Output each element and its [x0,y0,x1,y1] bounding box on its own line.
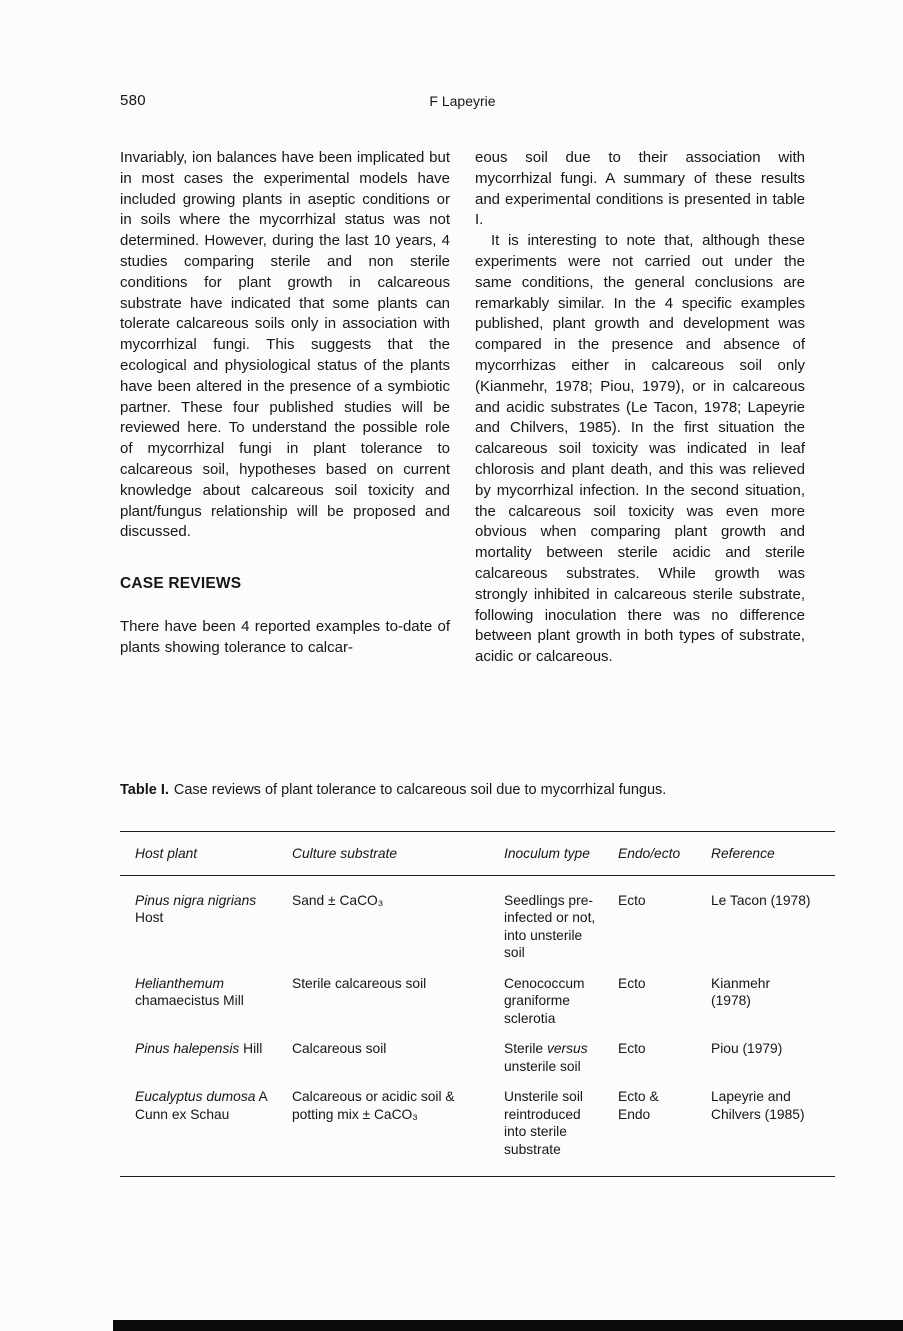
cell-inoculum-type: Sterile versus unsterile soil [504,1041,588,1074]
species-name: Eucalyptus dumosa [135,1089,256,1104]
cell-host-plant [120,975,292,1028]
cell-culture-substrate: Calcareous or acidic soil & potting mix ± CaCO₃ [292,1089,455,1122]
table-body [120,876,835,1177]
cell-reference: Kianmehr (1978) [711,975,771,1008]
species-name: Pinus halepensis [135,1041,240,1056]
table-caption-label: Table I. [120,782,169,798]
section-heading: CASE REVIEWS [120,575,242,593]
cell-host-plant [120,892,292,962]
table-row [120,962,835,1028]
right-column [475,148,805,668]
table-caption [120,782,835,798]
page-number: 580 [120,92,146,109]
species-name: Helianthemum [135,975,224,991]
cell-culture-substrate: Sterile calcareous soil [292,975,427,991]
column-header-culture-substrate: Culture substrate [292,846,398,861]
authority-name: Host [135,910,164,925]
running-head: F Lapeyrie [429,93,496,109]
cell-endo-ecto: Ecto [618,975,646,991]
table-row [120,1027,835,1075]
table-1-section [120,782,835,1177]
authority-name: Hill [243,1041,263,1056]
cell-endo-ecto: Ecto [618,1041,646,1056]
paragraph: eous soil due to their association with mycorrhizal fungi. A summary of these results and experimental conditions is presented in table I. [475,149,805,229]
cell-reference: Le Tacon (1978) [711,892,811,908]
paragraph: Invariably, ion balances have been implicated but in most cases the experimental models have included growing plants in aseptic conditions or in soils where the mycorrhizal status was not determined. However, during the last 10 years, 4 studies comparing sterile and non sterile conditions for plant growth in calcareous substrate have indicated that some plants can tolerate calcareous soils only in association with mycorrhizal fungi. This suggests that the ecological and physiological status of the plants have been altered in the presence of a symbiotic partner. These four published studies will be reviewed here. To understand the possible role of mycorrhizal fungi in plant tolerance to calcareous soil, hypotheses based on current knowledge about calcareous soil toxicity and plant/fungus relationship will be proposed and discussed. [120,149,450,541]
table-1 [120,831,835,1177]
column-header-host-plant: Host plant [135,846,198,861]
column-header-reference: Reference [711,846,775,861]
scan-artifact-bar [113,1320,903,1331]
paragraph: It is interesting to note that, although these experiments were not carried out under the same conditions, the general conclusions are remarkably similar. In the 4 specific examples published, plant growth and development was compared in the presence and absence of mycorrhizas either in calcareous soil only (Kianmehr, 1978; Piou, 1979), or in calcareous and acidic substrates (Le Tacon, 1978; Lapeyrie and Chilvers, 1985). In the first situation the calcareous soil toxicity was indicated in leaf chlorosis and plant death, and this was relieved by mycorrhizal infection. In the second situation, the calcareous soil toxicity was even more obvious when comparing plant growth and mortality between sterile acidic and sterile calcareous substrates. While growth was strongly inhibited in calcareous sterile substrate, following inoculation there was no difference between plant growth in both types of substrate, acidic or calcareous. [475,232,805,666]
cell-inoculum-type: Seedlings pre-infected or not, into unsterile soil [504,892,596,960]
column-header-inoculum-type: Inoculum type [504,846,590,861]
cell-host-plant [120,1088,292,1158]
table-header-row [120,832,835,876]
table-row [120,876,835,962]
table-caption-text: Case reviews of plant tolerance to calcareous soil due to mycorrhizal fungus. [173,782,667,798]
cell-endo-ecto: Ecto & Endo [618,1089,659,1122]
cell-inoculum-type: Unsterile soil reintroduced into sterile substrate [504,1089,583,1157]
article-body [120,148,805,668]
authority-name: chamaecistus Mill [135,993,244,1008]
cell-endo-ecto: Ecto [618,892,646,908]
cell-reference: Lapeyrie and Chilvers (1985) [711,1089,805,1122]
column-header-endo-ecto: Endo/ecto [618,846,681,861]
cell-culture-substrate: Sand ± CaCO₃ [292,892,384,908]
cell-host-plant [120,1040,292,1075]
species-name: Pinus nigra nigrians [135,892,257,908]
left-column [120,148,450,668]
paragraph: There have been 4 reported examples to-date of plants showing tolerance to calcar- [120,618,450,656]
cell-inoculum-type: Cenococcum graniforme sclerotia [504,975,585,1026]
table-row [120,1075,835,1158]
cell-reference: Piou (1979) [711,1041,783,1056]
cell-culture-substrate: Calcareous soil [292,1041,387,1056]
authority-name: A Cunn ex Schau [135,1089,267,1122]
